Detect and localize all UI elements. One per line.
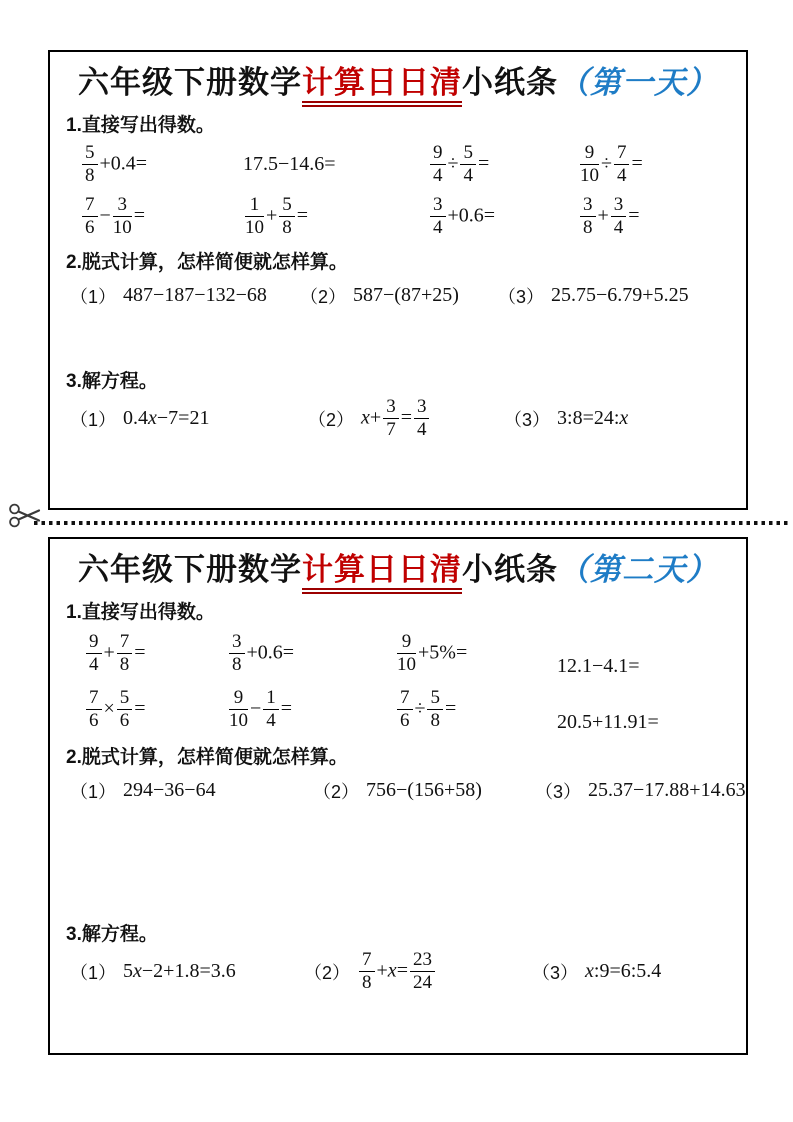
quick-answer-row [50, 139, 746, 191]
problem-label: （1） [70, 781, 117, 802]
math-expression: $\frac{9}{10}$ ÷ $\frac{7}{4}$ = [580, 141, 643, 187]
fraction: $\frac{5}{8}$ [427, 688, 443, 732]
math-expression-cell [243, 191, 428, 243]
fraction: $\frac{9}{4}$ [430, 143, 446, 187]
math-expression: $\frac{7}{6}$ ÷ $\frac{5}{8}$ = [395, 688, 456, 732]
stepwise-problems [50, 771, 746, 811]
math-expression-cell [84, 626, 227, 682]
title-highlight: 计算日日清 [302, 65, 462, 107]
dotted-cut-line [34, 521, 791, 525]
problem-label: （3） [532, 962, 579, 983]
fraction: $\frac{9}{10}$ [229, 686, 248, 732]
section2-heading: 2.脱式计算，怎样简便就怎样算。 [66, 251, 348, 273]
fraction: $\frac{1}{4}$ [263, 688, 279, 732]
math-expression-cell [80, 191, 243, 243]
problem [532, 948, 746, 996]
math-expression-cell [578, 139, 746, 191]
fraction: $\frac{7}{8}$ [359, 950, 375, 994]
section2-heading: 2.脱式计算，怎样简便就怎样算。 [66, 746, 348, 768]
math-expression-cell [84, 682, 227, 738]
quick-answer-row [50, 682, 746, 738]
problem [70, 948, 304, 996]
math-expression: 5x−2+1.8=3.6 [123, 960, 236, 983]
fraction: $\frac{3}{8}$ [580, 195, 596, 239]
math-expression-cell [227, 682, 395, 738]
math-expression: 487−187−132−68 [123, 284, 267, 307]
fraction: $\frac{3}{4}$ [611, 195, 627, 239]
math-expression: x+ $\frac{3}{7}$ = $\frac{3}{4}$ [361, 397, 431, 441]
math-expression-cell [227, 626, 395, 682]
section-solve-equations [50, 919, 746, 996]
math-expression: $\frac{7}{6}$ × $\frac{5}{6}$ = [84, 688, 146, 732]
math-expression: $\frac{7}{6}$ − $\frac{3}{10}$ = [80, 195, 145, 239]
math-expression: 756−(156+58) [366, 779, 482, 802]
fraction: $\frac{5}{8}$ [82, 143, 98, 187]
title-day: （第二天） [558, 552, 718, 587]
title-suffix: 小纸条 [462, 65, 558, 100]
math-expression: $\frac{3}{4}$ +0.6= [428, 195, 495, 239]
quick-answer-rows [50, 139, 746, 243]
problem-label: （1） [70, 286, 117, 307]
problem-label: （3） [498, 286, 545, 307]
math-expression-cell [557, 626, 746, 682]
section3-heading: 3.解方程。 [66, 923, 158, 945]
math-expression: $\frac{9}{4}$ + $\frac{7}{8}$ = [84, 632, 146, 676]
math-expression: $\frac{9}{10}$ +5%= [397, 630, 468, 676]
fraction: $\frac{7}{6}$ [397, 688, 413, 732]
math-expression: x:9=6:5.4 [585, 960, 662, 983]
scissors-icon [8, 498, 42, 532]
problem [70, 771, 313, 811]
problem [70, 395, 308, 443]
math-expression-cell [395, 626, 557, 682]
fraction: $\frac{3}{10}$ [112, 193, 132, 239]
title-day: （第一天） [558, 65, 718, 100]
section1-heading: 1.直接写出得数。 [66, 114, 215, 136]
stepwise-problems [50, 276, 746, 316]
fraction: $\frac{3}{7}$ [383, 397, 399, 441]
section3-heading: 3.解方程。 [66, 370, 158, 392]
problem-label: （1） [70, 962, 117, 983]
math-expression: 3:8=24:x [557, 407, 629, 430]
problem [304, 948, 532, 996]
fraction: $\frac{5}{6}$ [117, 688, 133, 732]
math-expression: 12.1−4.1= [557, 654, 640, 677]
problem [535, 771, 746, 811]
math-expression-cell [428, 139, 578, 191]
math-expression-cell [80, 139, 243, 191]
fraction: $\frac{9}{10}$ [580, 141, 599, 187]
fraction: $\frac{3}{4}$ [414, 397, 430, 441]
math-expression: $\frac{9}{10}$ − $\frac{1}{4}$ = [229, 686, 293, 732]
problem [313, 771, 535, 811]
fraction: $\frac{9}{10}$ [397, 630, 416, 676]
fraction: $\frac{3}{4}$ [430, 195, 446, 239]
math-expression-cell [395, 682, 557, 738]
fraction: $\frac{7}{4}$ [614, 143, 630, 187]
problem-label: （2） [304, 962, 351, 983]
panel-title [56, 549, 740, 591]
section-quick-answers [50, 110, 746, 243]
quick-answer-rows [50, 626, 746, 738]
math-expression: 25.37−17.88+14.63 [588, 779, 746, 802]
math-expression: $\frac{1}{10}$ + $\frac{5}{8}$ = [245, 193, 309, 239]
math-expression: $\frac{5}{8}$ +0.4= [80, 143, 147, 187]
problem-label: （2） [308, 409, 355, 430]
math-expression-cell [243, 139, 428, 191]
panel-title [56, 62, 740, 104]
math-expression-cell [557, 682, 746, 738]
section-quick-answers [50, 597, 746, 738]
problem [504, 395, 746, 443]
problem [498, 276, 746, 316]
math-expression: 587−(87+25) [353, 284, 459, 307]
title-prefix: 六年级下册数学 [78, 552, 302, 587]
section-stepwise-calculation [50, 742, 746, 811]
math-expression: $\frac{7}{8}$ +x= $\frac{23}{24}$ [357, 950, 437, 994]
math-expression: $\frac{3}{8}$ + $\frac{3}{4}$ = [578, 195, 640, 239]
problem-label: （2） [313, 781, 360, 802]
problem-label: （3） [504, 409, 551, 430]
problem-label: （2） [300, 286, 347, 307]
fraction: $\frac{1}{10}$ [245, 193, 264, 239]
equation-problems [50, 948, 746, 996]
fraction: $\frac{7}{6}$ [86, 688, 102, 732]
section1-heading: 1.直接写出得数。 [66, 601, 215, 623]
fraction: $\frac{9}{4}$ [86, 632, 102, 676]
title-highlight: 计算日日清 [302, 552, 462, 594]
math-expression: 20.5+11.91= [557, 710, 659, 733]
section-solve-equations [50, 366, 746, 443]
math-expression: 25.75−6.79+5.25 [551, 284, 689, 307]
fraction: $\frac{7}{6}$ [82, 195, 98, 239]
problem-label: （1） [70, 409, 117, 430]
fraction: $\frac{7}{8}$ [117, 632, 133, 676]
problem [308, 395, 504, 443]
section-stepwise-calculation [50, 247, 746, 316]
fraction: $\frac{23}{24}$ [410, 950, 435, 994]
problem [70, 276, 300, 316]
problem [300, 276, 498, 316]
math-expression: 17.5−14.6= [243, 153, 336, 176]
math-expression-cell [578, 191, 746, 243]
math-expression: 0.4x−7=21 [123, 407, 210, 430]
math-expression: $\frac{3}{8}$ +0.6= [227, 632, 294, 676]
worksheet-panel [48, 50, 748, 510]
problem-label: （3） [535, 781, 582, 802]
math-expression: 294−36−64 [123, 779, 216, 802]
worksheet-panel [48, 537, 748, 1055]
fraction: $\frac{5}{8}$ [279, 195, 295, 239]
math-expression: $\frac{9}{4}$ ÷ $\frac{5}{4}$ = [428, 143, 489, 187]
title-suffix: 小纸条 [462, 552, 558, 587]
title-prefix: 六年级下册数学 [78, 65, 302, 100]
fraction: $\frac{5}{4}$ [460, 143, 476, 187]
cut-line [0, 496, 793, 536]
math-expression-cell [428, 191, 578, 243]
fraction: $\frac{3}{8}$ [229, 632, 245, 676]
quick-answer-row [50, 626, 746, 682]
equation-problems [50, 395, 746, 443]
quick-answer-row [50, 191, 746, 243]
